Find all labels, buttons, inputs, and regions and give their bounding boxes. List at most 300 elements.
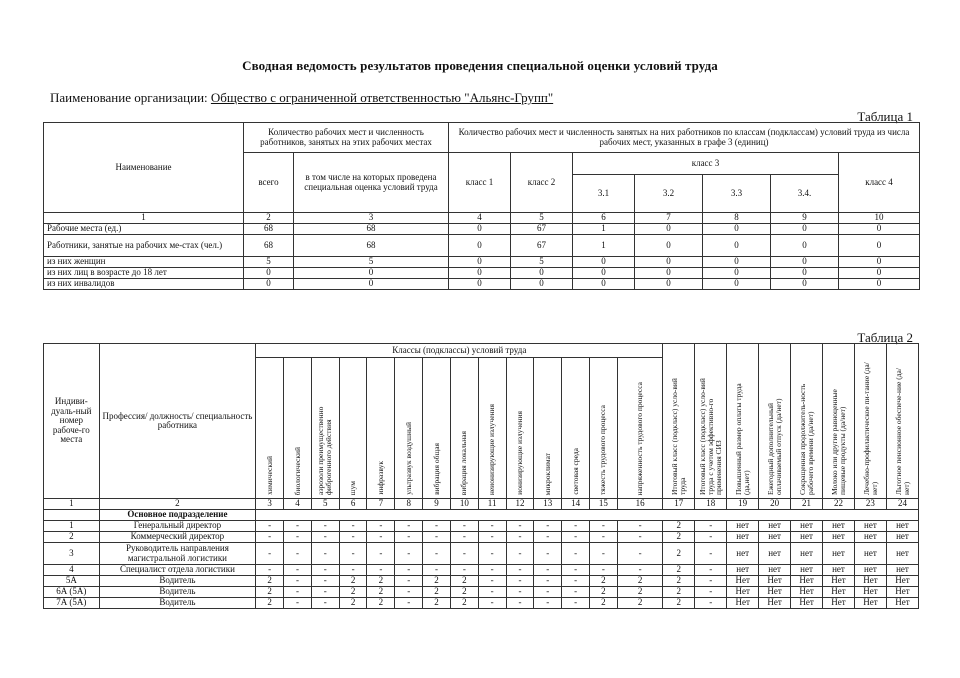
column-number: 4 xyxy=(284,499,312,510)
table-cell: 0 xyxy=(839,257,920,268)
organization-line xyxy=(50,90,553,106)
workplace-id: 1 xyxy=(44,521,100,532)
table-row xyxy=(44,587,919,598)
table-cell: - xyxy=(695,565,727,576)
table-cell: - xyxy=(311,521,339,532)
table-cell: нет xyxy=(759,532,791,543)
header-extra-5: Сокращенная продолжитель-ность рабочего времени (да/нет) xyxy=(791,344,823,499)
table-cell: - xyxy=(506,576,534,587)
column-number: 2 xyxy=(99,499,256,510)
header-extra-6: Молоко или другие равноценные пищевые продукты (да/нет) xyxy=(823,344,855,499)
table-cell: - xyxy=(506,532,534,543)
header-count-group: Количество рабочих мест и численность работников, занятых на этих рабочих местах xyxy=(244,123,449,153)
table-row xyxy=(44,279,920,290)
column-number: 12 xyxy=(506,499,534,510)
column-number: 7 xyxy=(367,499,395,510)
table-cell: 2 xyxy=(589,598,617,609)
table-cell: нет xyxy=(823,532,855,543)
table-cell: - xyxy=(367,521,395,532)
table-cell: 0 xyxy=(573,257,635,268)
table-cell: 0 xyxy=(449,235,511,257)
table-cell: - xyxy=(311,587,339,598)
header-profession: Профессия/ должность/ специальность работника xyxy=(99,344,256,499)
factor-header: инфразвук xyxy=(367,358,395,499)
table-cell: 68 xyxy=(294,224,449,235)
table-cell: 0 xyxy=(839,235,920,257)
table-cell: - xyxy=(395,543,423,565)
table-cell: 2 xyxy=(339,598,367,609)
table-cell: - xyxy=(562,565,590,576)
table-cell: - xyxy=(506,543,534,565)
table-cell: - xyxy=(534,543,562,565)
table-cell: нет xyxy=(823,565,855,576)
table-cell: нет xyxy=(727,543,759,565)
table-cell: 0 xyxy=(635,279,703,290)
table-cell: Нет xyxy=(886,587,918,598)
table-cell: 2 xyxy=(423,576,451,587)
column-number: 17 xyxy=(663,499,695,510)
table-cell: 2 xyxy=(339,587,367,598)
table-cell: - xyxy=(284,587,312,598)
table-cell: - xyxy=(284,598,312,609)
column-number: 9 xyxy=(423,499,451,510)
column-number: 8 xyxy=(703,213,771,224)
table-cell: 0 xyxy=(449,279,511,290)
profession-name: Водитель xyxy=(99,587,256,598)
table-cell: - xyxy=(695,587,727,598)
table-cell: - xyxy=(395,532,423,543)
factor-header: напряженность трудового процесса xyxy=(617,358,663,499)
table-cell: 0 xyxy=(703,268,771,279)
column-number: 11 xyxy=(478,499,506,510)
table-cell: 2 xyxy=(423,587,451,598)
table-cell: 0 xyxy=(635,268,703,279)
column-number: 4 xyxy=(449,213,511,224)
header-c34: 3.4. xyxy=(771,175,839,213)
table-cell: Нет xyxy=(727,576,759,587)
factor-header: световая среда xyxy=(562,358,590,499)
table-cell: - xyxy=(695,598,727,609)
header-c31: 3.1 xyxy=(573,175,635,213)
table-cell: - xyxy=(311,543,339,565)
header-classes-group: Количество рабочих мест и численность занятых на них работников по классам (подклассам) условий труда из числа рабочих мест, указанных в графе 3 (единиц) xyxy=(449,123,920,153)
table-cell: 0 xyxy=(573,279,635,290)
header-name: Наименование xyxy=(44,123,244,213)
table-cell: - xyxy=(506,521,534,532)
header-extra-2: Итоговый класс (подкласс) усло-вий труда с учетом эффективно-го применения СИЗ xyxy=(695,344,727,499)
table-cell: 2 xyxy=(589,587,617,598)
header-class3: класс 3 xyxy=(573,153,839,175)
factor-header: ультразвук воздушный xyxy=(395,358,423,499)
table-cell: 5 xyxy=(244,257,294,268)
table-cell: Нет xyxy=(759,598,791,609)
table-cell: - xyxy=(589,565,617,576)
column-number: 13 xyxy=(534,499,562,510)
table-cell: нет xyxy=(727,532,759,543)
column-numbers-row xyxy=(44,213,920,224)
table-cell: 2 xyxy=(367,598,395,609)
column-number: 10 xyxy=(839,213,920,224)
table-cell: - xyxy=(478,587,506,598)
table-cell: - xyxy=(284,543,312,565)
table-cell: - xyxy=(589,543,617,565)
table-cell: - xyxy=(256,565,284,576)
table-cell: - xyxy=(478,532,506,543)
table-cell: 2 xyxy=(617,598,663,609)
table-cell: - xyxy=(562,576,590,587)
column-number: 24 xyxy=(886,499,918,510)
header-total: всего xyxy=(244,153,294,213)
table-cell: - xyxy=(617,521,663,532)
table-cell: 68 xyxy=(244,224,294,235)
table-cell: - xyxy=(395,521,423,532)
workplace-id: 3 xyxy=(44,543,100,565)
column-number: 2 xyxy=(244,213,294,224)
table-cell: нет xyxy=(759,565,791,576)
table-cell: - xyxy=(256,521,284,532)
table-cell: нет xyxy=(727,521,759,532)
table-cell: - xyxy=(284,521,312,532)
table-cell: 2 xyxy=(339,576,367,587)
table-cell: нет xyxy=(791,565,823,576)
table-cell: - xyxy=(478,576,506,587)
table-cell: - xyxy=(506,598,534,609)
table-cell: - xyxy=(311,532,339,543)
table-cell: - xyxy=(339,565,367,576)
table-cell: - xyxy=(695,532,727,543)
organization-name: Общество с ограниченной ответственностью "Альянс-Групп" xyxy=(210,90,554,105)
table-cell: 0 xyxy=(449,224,511,235)
workplace-table xyxy=(43,343,919,609)
table-cell: - xyxy=(534,521,562,532)
factor-header: микроклимат xyxy=(534,358,562,499)
column-number: 3 xyxy=(294,213,449,224)
table-cell: 2 xyxy=(256,576,284,587)
table-cell: - xyxy=(284,532,312,543)
header-extra-8: Льготное пенсионное обеспече-ние (да/нет) xyxy=(886,344,918,499)
table-row xyxy=(44,598,919,609)
table-row xyxy=(44,576,919,587)
table-cell: - xyxy=(423,565,451,576)
table1-caption: Таблица 1 xyxy=(857,109,913,124)
table-cell: 2 xyxy=(663,521,695,532)
table-cell: Нет xyxy=(727,587,759,598)
table-cell: нет xyxy=(791,543,823,565)
table-cell: - xyxy=(367,543,395,565)
table-cell: Нет xyxy=(759,587,791,598)
table-cell: - xyxy=(562,587,590,598)
table-cell: - xyxy=(395,576,423,587)
column-number: 8 xyxy=(395,499,423,510)
table-cell: 2 xyxy=(256,598,284,609)
table-cell: 5 xyxy=(294,257,449,268)
column-number: 1 xyxy=(44,213,244,224)
table-cell: нет xyxy=(886,532,918,543)
table-cell: 2 xyxy=(663,565,695,576)
table-cell: нет xyxy=(791,521,823,532)
table-cell: - xyxy=(562,598,590,609)
column-number: 22 xyxy=(823,499,855,510)
table-cell: 68 xyxy=(244,235,294,257)
table-cell: нет xyxy=(854,543,886,565)
table-cell: 0 xyxy=(294,279,449,290)
row-label: из них инвалидов xyxy=(44,279,244,290)
table-cell: нет xyxy=(759,543,791,565)
workplace-id: 2 xyxy=(44,532,100,543)
column-number: 23 xyxy=(854,499,886,510)
table-cell: Нет xyxy=(854,587,886,598)
table-cell: - xyxy=(423,543,451,565)
table-cell: - xyxy=(695,576,727,587)
table-cell: - xyxy=(395,598,423,609)
header-class4: класс 4 xyxy=(839,153,920,213)
table-cell: Нет xyxy=(886,576,918,587)
table-cell: 0 xyxy=(703,279,771,290)
table-cell: 2 xyxy=(663,543,695,565)
column-number: 7 xyxy=(635,213,703,224)
table-cell: - xyxy=(617,565,663,576)
column-number: 16 xyxy=(617,499,663,510)
column-number: 14 xyxy=(562,499,590,510)
profession-name: Генеральный директор xyxy=(99,521,256,532)
column-number: 5 xyxy=(511,213,573,224)
row-label: из них лиц в возрасте до 18 лет xyxy=(44,268,244,279)
table-cell: - xyxy=(695,543,727,565)
table-cell: - xyxy=(284,565,312,576)
table-cell: 0 xyxy=(244,279,294,290)
table-cell: - xyxy=(450,543,478,565)
table-cell: 0 xyxy=(703,224,771,235)
row-label: Рабочие места (ед.) xyxy=(44,224,244,235)
table-cell: нет xyxy=(886,543,918,565)
table-cell: - xyxy=(339,532,367,543)
table-cell: Нет xyxy=(854,598,886,609)
table-cell: 2 xyxy=(450,598,478,609)
column-number: 15 xyxy=(589,499,617,510)
table-cell: - xyxy=(695,521,727,532)
table-cell: - xyxy=(256,543,284,565)
column-number: 18 xyxy=(695,499,727,510)
table-cell: нет xyxy=(886,565,918,576)
factor-header: вибрация общая xyxy=(423,358,451,499)
table-cell: Нет xyxy=(823,587,855,598)
table-cell: нет xyxy=(854,565,886,576)
header-id: Индиви-дуаль-ный номер рабоче-го места xyxy=(44,344,100,499)
table-cell: 2 xyxy=(256,587,284,598)
table-cell: 0 xyxy=(635,224,703,235)
workplace-id: 6А (5А) xyxy=(44,587,100,598)
table-cell: Нет xyxy=(727,598,759,609)
table-cell: - xyxy=(478,521,506,532)
table-cell: нет xyxy=(823,521,855,532)
table-cell: - xyxy=(562,532,590,543)
table-cell: 5 xyxy=(511,257,573,268)
column-number: 6 xyxy=(339,499,367,510)
column-number: 19 xyxy=(727,499,759,510)
table-cell: Нет xyxy=(823,598,855,609)
table-cell: 0 xyxy=(449,257,511,268)
table-cell: - xyxy=(423,532,451,543)
table-cell: - xyxy=(589,521,617,532)
header-c33: 3.3 xyxy=(703,175,771,213)
factor-header: биологический xyxy=(284,358,312,499)
table-cell: Нет xyxy=(886,598,918,609)
factor-header: химический xyxy=(256,358,284,499)
table-cell: - xyxy=(478,598,506,609)
header-assessed: в том числе на которых проведена специальная оценка условий труда xyxy=(294,153,449,213)
column-number: 20 xyxy=(759,499,791,510)
table-cell: - xyxy=(506,565,534,576)
table-cell: - xyxy=(395,565,423,576)
table-cell: нет xyxy=(759,521,791,532)
header-extra-4: Ежегодный дополнительный оплачиваемый отпуск (да/нет) xyxy=(759,344,791,499)
profession-name: Водитель xyxy=(99,598,256,609)
profession-name: Водитель xyxy=(99,576,256,587)
table-cell: Нет xyxy=(854,576,886,587)
table-cell: Нет xyxy=(791,576,823,587)
table-row xyxy=(44,543,919,565)
table-row xyxy=(44,565,919,576)
table-cell: - xyxy=(562,521,590,532)
table-cell: 2 xyxy=(450,587,478,598)
header-class2: класс 2 xyxy=(511,153,573,213)
table-cell: нет xyxy=(791,532,823,543)
table-cell: 0 xyxy=(635,235,703,257)
organization-label: Паименование организации: xyxy=(50,90,208,105)
table-cell: 0 xyxy=(771,279,839,290)
table-cell: 0 xyxy=(839,224,920,235)
table-cell: - xyxy=(311,576,339,587)
table-cell: 2 xyxy=(617,587,663,598)
table-cell: - xyxy=(256,532,284,543)
workplace-id: 5А xyxy=(44,576,100,587)
table-cell: - xyxy=(534,532,562,543)
table-cell: - xyxy=(450,521,478,532)
header-factor-classes: Классы (подклассы) условий труда xyxy=(256,344,663,358)
table-cell: - xyxy=(311,598,339,609)
table-cell: - xyxy=(534,587,562,598)
table-cell: нет xyxy=(886,521,918,532)
factor-header: неионизирующие излучения xyxy=(478,358,506,499)
factor-header: вибрация локальная xyxy=(450,358,478,499)
table-cell: 0 xyxy=(449,268,511,279)
table-cell: 0 xyxy=(635,257,703,268)
header-class1: класс 1 xyxy=(449,153,511,213)
table-cell: - xyxy=(311,565,339,576)
table-cell: 2 xyxy=(367,576,395,587)
table-cell: - xyxy=(562,543,590,565)
table-cell: 67 xyxy=(511,224,573,235)
table-cell: нет xyxy=(854,521,886,532)
profession-name: Специалист отдела логистики xyxy=(99,565,256,576)
column-number: 3 xyxy=(256,499,284,510)
summary-table xyxy=(43,122,920,290)
table-row xyxy=(44,224,920,235)
table-cell: 0 xyxy=(771,224,839,235)
table-cell: - xyxy=(534,576,562,587)
table-cell: 2 xyxy=(450,576,478,587)
table-cell: - xyxy=(367,565,395,576)
table-row xyxy=(44,521,919,532)
table-cell: - xyxy=(339,521,367,532)
table-cell: - xyxy=(534,565,562,576)
table-cell: Нет xyxy=(759,576,791,587)
table-cell: - xyxy=(395,587,423,598)
table-cell: 0 xyxy=(703,257,771,268)
column-number: 10 xyxy=(450,499,478,510)
column-numbers-row xyxy=(44,499,919,510)
table-cell: - xyxy=(478,565,506,576)
header-extra-3: Повышенный размер оплаты труда (да,нет) xyxy=(727,344,759,499)
table-cell: нет xyxy=(854,532,886,543)
table-cell: 0 xyxy=(511,268,573,279)
table-cell: - xyxy=(534,598,562,609)
table-cell: - xyxy=(284,576,312,587)
table-cell: 2 xyxy=(663,598,695,609)
table-row xyxy=(44,268,920,279)
workplace-id: 4 xyxy=(44,565,100,576)
table-cell: 68 xyxy=(294,235,449,257)
table-cell: Нет xyxy=(791,587,823,598)
table-cell: 0 xyxy=(244,268,294,279)
table-cell: 0 xyxy=(771,235,839,257)
factor-header: аэрозоли преимущественно фиброгенного действия xyxy=(311,358,339,499)
column-number: 1 xyxy=(44,499,100,510)
table-cell: 0 xyxy=(703,235,771,257)
table-cell: - xyxy=(478,543,506,565)
table-cell: 2 xyxy=(367,587,395,598)
column-number: 5 xyxy=(311,499,339,510)
table-cell: нет xyxy=(823,543,855,565)
table-cell: 0 xyxy=(771,268,839,279)
table-row xyxy=(44,257,920,268)
table-cell: нет xyxy=(727,565,759,576)
table-cell: 2 xyxy=(617,576,663,587)
table-cell: 2 xyxy=(663,587,695,598)
table-cell: 2 xyxy=(589,576,617,587)
factor-header: ионизирующие излучения xyxy=(506,358,534,499)
table2-caption: Таблица 2 xyxy=(857,330,913,345)
table-cell: - xyxy=(367,532,395,543)
table-cell: - xyxy=(423,521,451,532)
table-cell: - xyxy=(450,532,478,543)
table-cell: - xyxy=(617,532,663,543)
table-cell: 2 xyxy=(423,598,451,609)
table-cell: 0 xyxy=(839,279,920,290)
section-row xyxy=(44,510,919,521)
table-cell: 2 xyxy=(663,532,695,543)
profession-name: Руководитель направления магистральной логистики xyxy=(99,543,256,565)
table-cell: 0 xyxy=(294,268,449,279)
column-number: 21 xyxy=(791,499,823,510)
row-label: Работники, занятые на рабочих ме-стах (чел.) xyxy=(44,235,244,257)
table-row xyxy=(44,532,919,543)
header-c32: 3.2 xyxy=(635,175,703,213)
workplace-id: 7А (5А) xyxy=(44,598,100,609)
column-number: 6 xyxy=(573,213,635,224)
table-cell: 0 xyxy=(771,257,839,268)
table-cell: 1 xyxy=(573,224,635,235)
table-cell: 0 xyxy=(573,268,635,279)
table-cell: Нет xyxy=(791,598,823,609)
table-cell: - xyxy=(617,543,663,565)
table-cell: - xyxy=(589,532,617,543)
table-cell: 0 xyxy=(511,279,573,290)
table-row xyxy=(44,235,920,257)
table-cell: - xyxy=(506,587,534,598)
document-title: Сводная ведомость результатов проведения специальной оценки условий труда xyxy=(242,58,718,73)
table-cell: 0 xyxy=(839,268,920,279)
